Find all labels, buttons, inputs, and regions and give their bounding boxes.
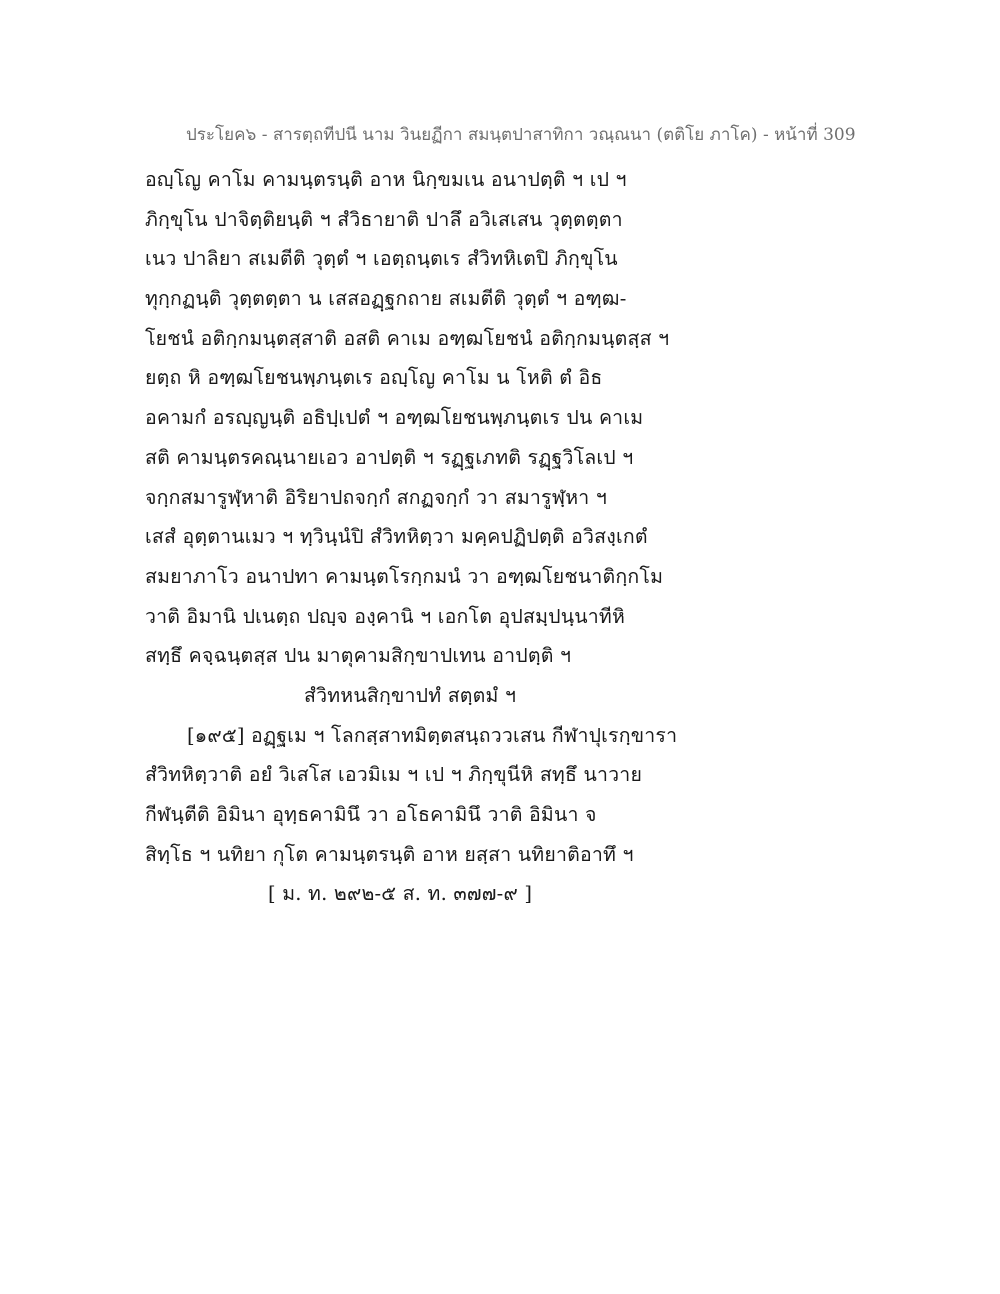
text-line: เนว ปาลิยา สเมตีติ วุตฺตํ ฯ เอตฺถนฺตเร สํวิทหิเตปิ ภิกฺขุโน <box>145 247 618 271</box>
text-line: ยตฺถ หิ อฑฺฒโยชนพฺภนฺตเร อญฺโญ คาโม น โหติ ตํ อิธ <box>145 366 603 390</box>
paragraph-start-line: [๑๙๕] อฏฺฐเม ฯ โลกสฺสาทมิตฺตสนฺถววเสน กีฬาปุเรกฺขารา <box>187 723 678 747</box>
text-line: ภิกฺขุโน ปาจิตฺติยนฺติ ฯ สํวิธายาติ ปาลึ อวิเสเสน วุตฺตตฺตา <box>145 207 623 231</box>
text-line: จกฺกสมารูฬฺหาติ อิริยาปถจกฺกํ สกฏจกฺกํ วา สมารูฬฺหา ฯ <box>145 485 607 509</box>
text-line: สิทฺโธ ฯ นทิยา กุโต คามนฺตรนฺติ อาห ยสฺสา นทิยาติอาทึ ฯ <box>145 842 634 866</box>
text-line: อคามกํ อรญฺญนฺติ อธิปฺเปตํ ฯ อฑฺฒโยชนพฺภนฺตเร ปน คาเม <box>145 406 644 430</box>
text-line: สทฺธึ คจฺฉนฺตสฺส ปน มาตุคามสิกฺขาปเทน อาปตฺติ ฯ <box>145 644 572 668</box>
text-line: เสสํ อุตฺตานเมว ฯ ทฺวินฺนํปิ สํวิทหิตฺวา มคฺคปฏิปตฺติ อวิสงฺเกตํ <box>145 525 648 549</box>
text-line: สติ คามนฺตรคณฺนายเอว อาปตฺติ ฯ รฏฺฐเภทติ รฏฺฐวิโลเป ฯ <box>145 445 634 469</box>
body-text <box>145 160 705 914</box>
section-subtitle: สํวิทหนสิกฺขาปทํ สตฺตมํ ฯ <box>304 683 517 707</box>
text-line: สํวิทหิตฺวาติ อยํ วิเสโส เอวมิเม ฯ เป ฯ ภิกฺขุนีหิ สทฺธึ นาวาย <box>145 763 643 787</box>
text-line: วาติ อิมานิ ปเนตฺถ ปญฺจ องฺคานิ ฯ เอกโต อุปสมฺปนฺนาทีหิ <box>145 604 626 628</box>
reference-citation: [ ม. ท. ๒๙๒-๕ ส. ท. ๓๗๗-๙ ] <box>268 882 533 906</box>
text-line: สมยาภาโว อนาปทา คามนฺตโรกฺกมนํ วา อฑฺฒโยชนาติกฺกโม <box>145 564 664 588</box>
running-header: ประโยค๖ - สารตฺถทีปนี นาม วินยฏีกา สมนฺตปาสาทิกา วณฺณนา (ตติโย ภาโค) - หน้าที่ 309 <box>186 125 856 145</box>
text-line: กีฬนฺตีติ อิมินา อุทฺธคามินึ วา อโธคามินึ วาติ อิมินา จ <box>145 803 597 826</box>
text-line: อญฺโญ คาโม คามนฺตรนฺติ อาห นิกฺขมเน อนาปตฺติ ฯ เป ฯ <box>145 168 627 191</box>
text-line: ทุกฺกฏนฺติ วุตฺตตฺตา น เสสอฏฺฐกถาย สเมตีติ วุตฺตํ ฯ อฑฺฒ- <box>145 287 627 311</box>
text-line: โยชนํ อติกฺกมนฺตสฺสาติ อสติ คาเม อฑฺฒโยชนํ อติกฺกมนฺตสฺส ฯ <box>145 326 670 350</box>
